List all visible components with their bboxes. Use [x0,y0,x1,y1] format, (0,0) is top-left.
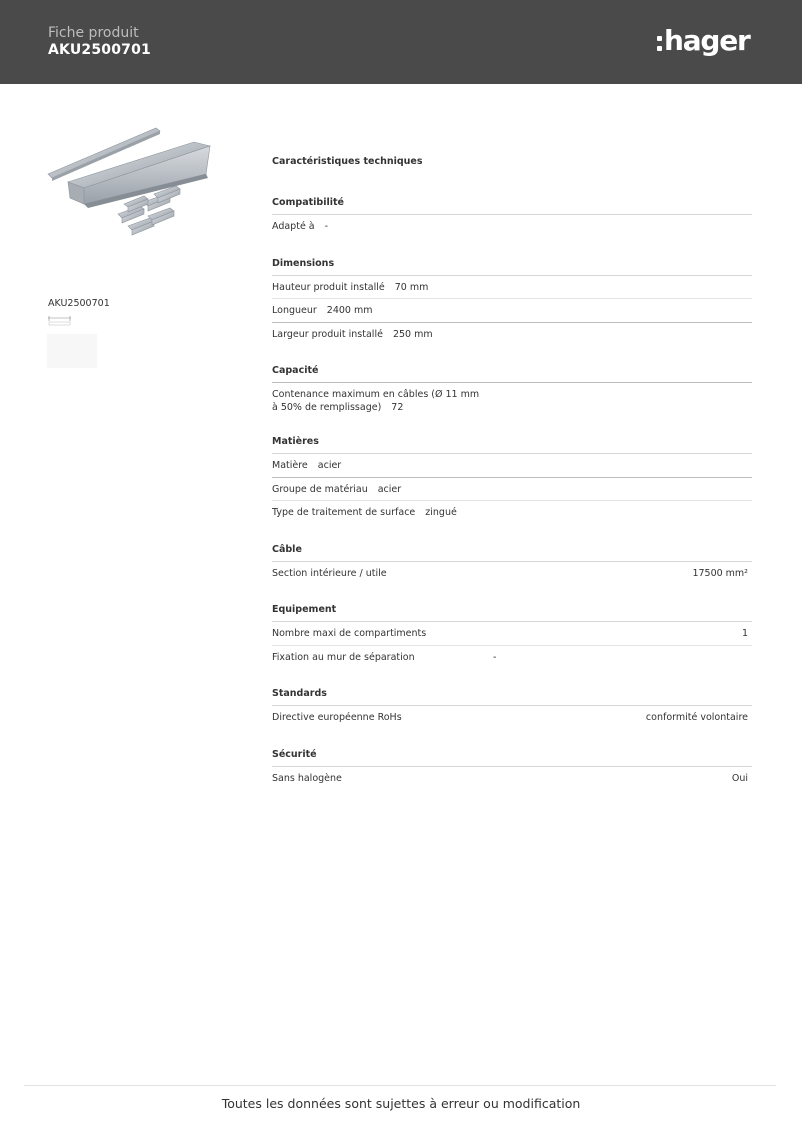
section-title: Standards [272,688,752,706]
spec-label: Adapté à [272,221,315,232]
spec-row [272,767,752,791]
section-title: Compatibilité [272,197,752,215]
section-title: Dimensions [272,258,752,276]
section-cable [272,544,752,586]
spec-row [272,706,752,730]
spec-value: Oui [731,772,748,784]
spec-label: Sans halogène [272,772,342,784]
spec-value: 70 mm [394,281,429,293]
section-matieres [272,436,752,525]
specs-title: Caractéristiques techniques [272,156,423,167]
section-title: Câble [272,544,752,562]
spec-value: 72 [391,402,404,413]
spec-label: Hauteur produit installé [272,281,385,293]
spec-label: Groupe de matériau [272,483,368,495]
product-image [44,122,216,248]
spec-label: Fixation au mur de séparation [272,651,415,663]
spec-value: zingué [425,507,457,518]
section-title: Matières [272,436,752,454]
spec-label: Directive européenne RoHs [272,712,402,723]
spec-value: acier [317,460,342,471]
spec-row [272,215,752,239]
section-equipement [272,604,752,669]
spec-row [272,299,752,323]
hager-logo [657,24,750,58]
dimension-drawing-icon [47,313,75,329]
sidebar-reference: AKU2500701 [48,298,110,309]
product-code-title: AKU2500701 [48,42,151,58]
spec-label-line1: Contenance maximum en câbles (Ø 11 mm [272,389,480,400]
document-kicker: Fiche produit [48,25,139,41]
spec-value: acier [377,483,402,495]
spec-label: Largeur produit installé [272,328,383,340]
spec-value: - [324,221,329,232]
spec-value: conformité volontaire [645,712,748,723]
spec-row [272,501,752,525]
spec-row [272,323,752,347]
spec-label: Nombre maxi de compartiments [272,628,427,639]
logo-wordmark: hager [664,24,750,57]
footer-divider [24,1085,776,1086]
spec-row [272,454,752,478]
spec-label: Matière [272,460,308,471]
spec-value: - [493,651,497,663]
spec-row [272,646,752,670]
spec-label: Longueur [272,305,317,316]
faint-thumbnail [47,334,97,368]
spec-row [272,622,752,646]
spec-value: 17500 mm² [692,567,748,579]
spec-value: 250 mm [392,328,433,340]
footer-disclaimer: Toutes les données sont sujettes à erreur ou modification [221,1096,581,1111]
spec-value: 1 [741,628,748,639]
spec-label: Section intérieure / utile [272,567,387,579]
section-compatibilite [272,197,752,239]
section-title: Capacité [272,365,752,383]
spec-label: Type de traitement de surface [272,507,416,518]
spec-row [272,383,752,417]
section-securite [272,749,752,791]
technical-specs [272,156,752,809]
spec-row [272,276,752,300]
section-title: Equipement [272,604,752,622]
spec-row [272,562,752,586]
section-standards [272,688,752,730]
logo-colon-icon [657,36,662,51]
spec-value: 2400 mm [326,305,373,316]
section-title: Sécurité [272,749,752,767]
section-dimensions [272,258,752,347]
spec-row [272,478,752,502]
section-capacite [272,365,752,417]
spec-label-line2: à 50% de remplissage) [272,402,382,413]
header-bar [0,0,802,84]
